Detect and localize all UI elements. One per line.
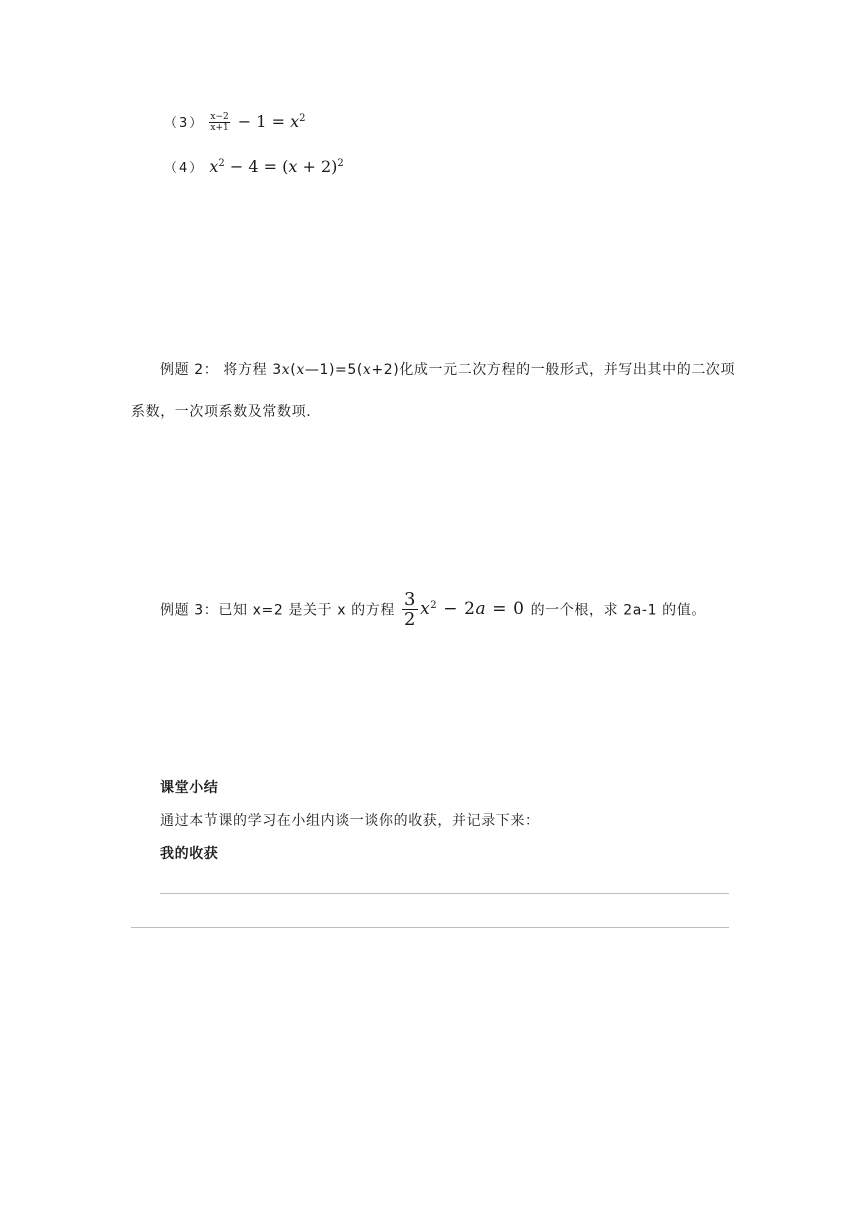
writing-line — [160, 893, 729, 894]
example-2-text: +2)化成一元二次方程的一般形式，并写出其中的二次项 — [371, 362, 736, 378]
equation-part: = 0 — [486, 599, 525, 619]
variable-x: x — [209, 157, 219, 176]
equation-part: − 2 — [437, 599, 476, 619]
exponent: 2 — [299, 113, 306, 124]
example-2-title: 例题 2： — [160, 362, 219, 378]
variable-x: x — [288, 157, 298, 176]
variable-x: x — [296, 362, 305, 378]
equation-expression — [209, 112, 305, 131]
example-2-text: 将方程 3 — [218, 362, 282, 378]
fraction-denominator: 2 — [404, 609, 417, 630]
equation-part: − 4 = ( — [224, 157, 289, 176]
fraction — [209, 112, 229, 133]
exponent: 2 — [218, 158, 225, 169]
variable-x: x — [362, 362, 372, 378]
equation-part: + 2) — [297, 157, 338, 176]
summary-heading: 课堂小结 — [160, 780, 219, 796]
example-3-text: 的一个根，求 2a-1 的值。 — [530, 602, 706, 619]
variable-x: x — [420, 599, 431, 619]
equation-expression — [209, 157, 343, 176]
variable-x: x — [281, 362, 291, 378]
example-2-line-2: 系数，一次项系数及常数项. — [131, 404, 312, 420]
fraction-numerator: 3 — [404, 589, 417, 610]
fraction-denominator: x+1 — [210, 123, 229, 133]
example-3-equation — [400, 589, 531, 630]
variable-x: x — [290, 112, 300, 131]
writing-line — [131, 927, 729, 928]
equation-part: − 1 = — [232, 112, 291, 131]
equation-item-4 — [164, 157, 344, 176]
summary-instruction: 通过本节课的学习在小组内谈一谈你的收获，并记录下来： — [160, 813, 540, 829]
example-3-text: 例题 3：已知 x=2 是关于 x 的方程 — [160, 602, 395, 619]
example-2-text: ( — [290, 362, 297, 378]
summary-subheading: 我的收获 — [160, 846, 219, 862]
equation-item-3 — [164, 112, 305, 133]
exponent: 2 — [337, 158, 344, 169]
item-label: （4） — [164, 161, 205, 176]
exponent: 2 — [430, 600, 438, 611]
example-2-text: —1)=5( — [304, 362, 363, 378]
example-3 — [160, 590, 706, 629]
item-label: （3） — [164, 116, 205, 131]
fraction — [402, 590, 418, 629]
example-2-line-1 — [160, 359, 735, 379]
fraction-numerator: x−2 — [210, 112, 229, 122]
variable-a: a — [475, 599, 487, 619]
